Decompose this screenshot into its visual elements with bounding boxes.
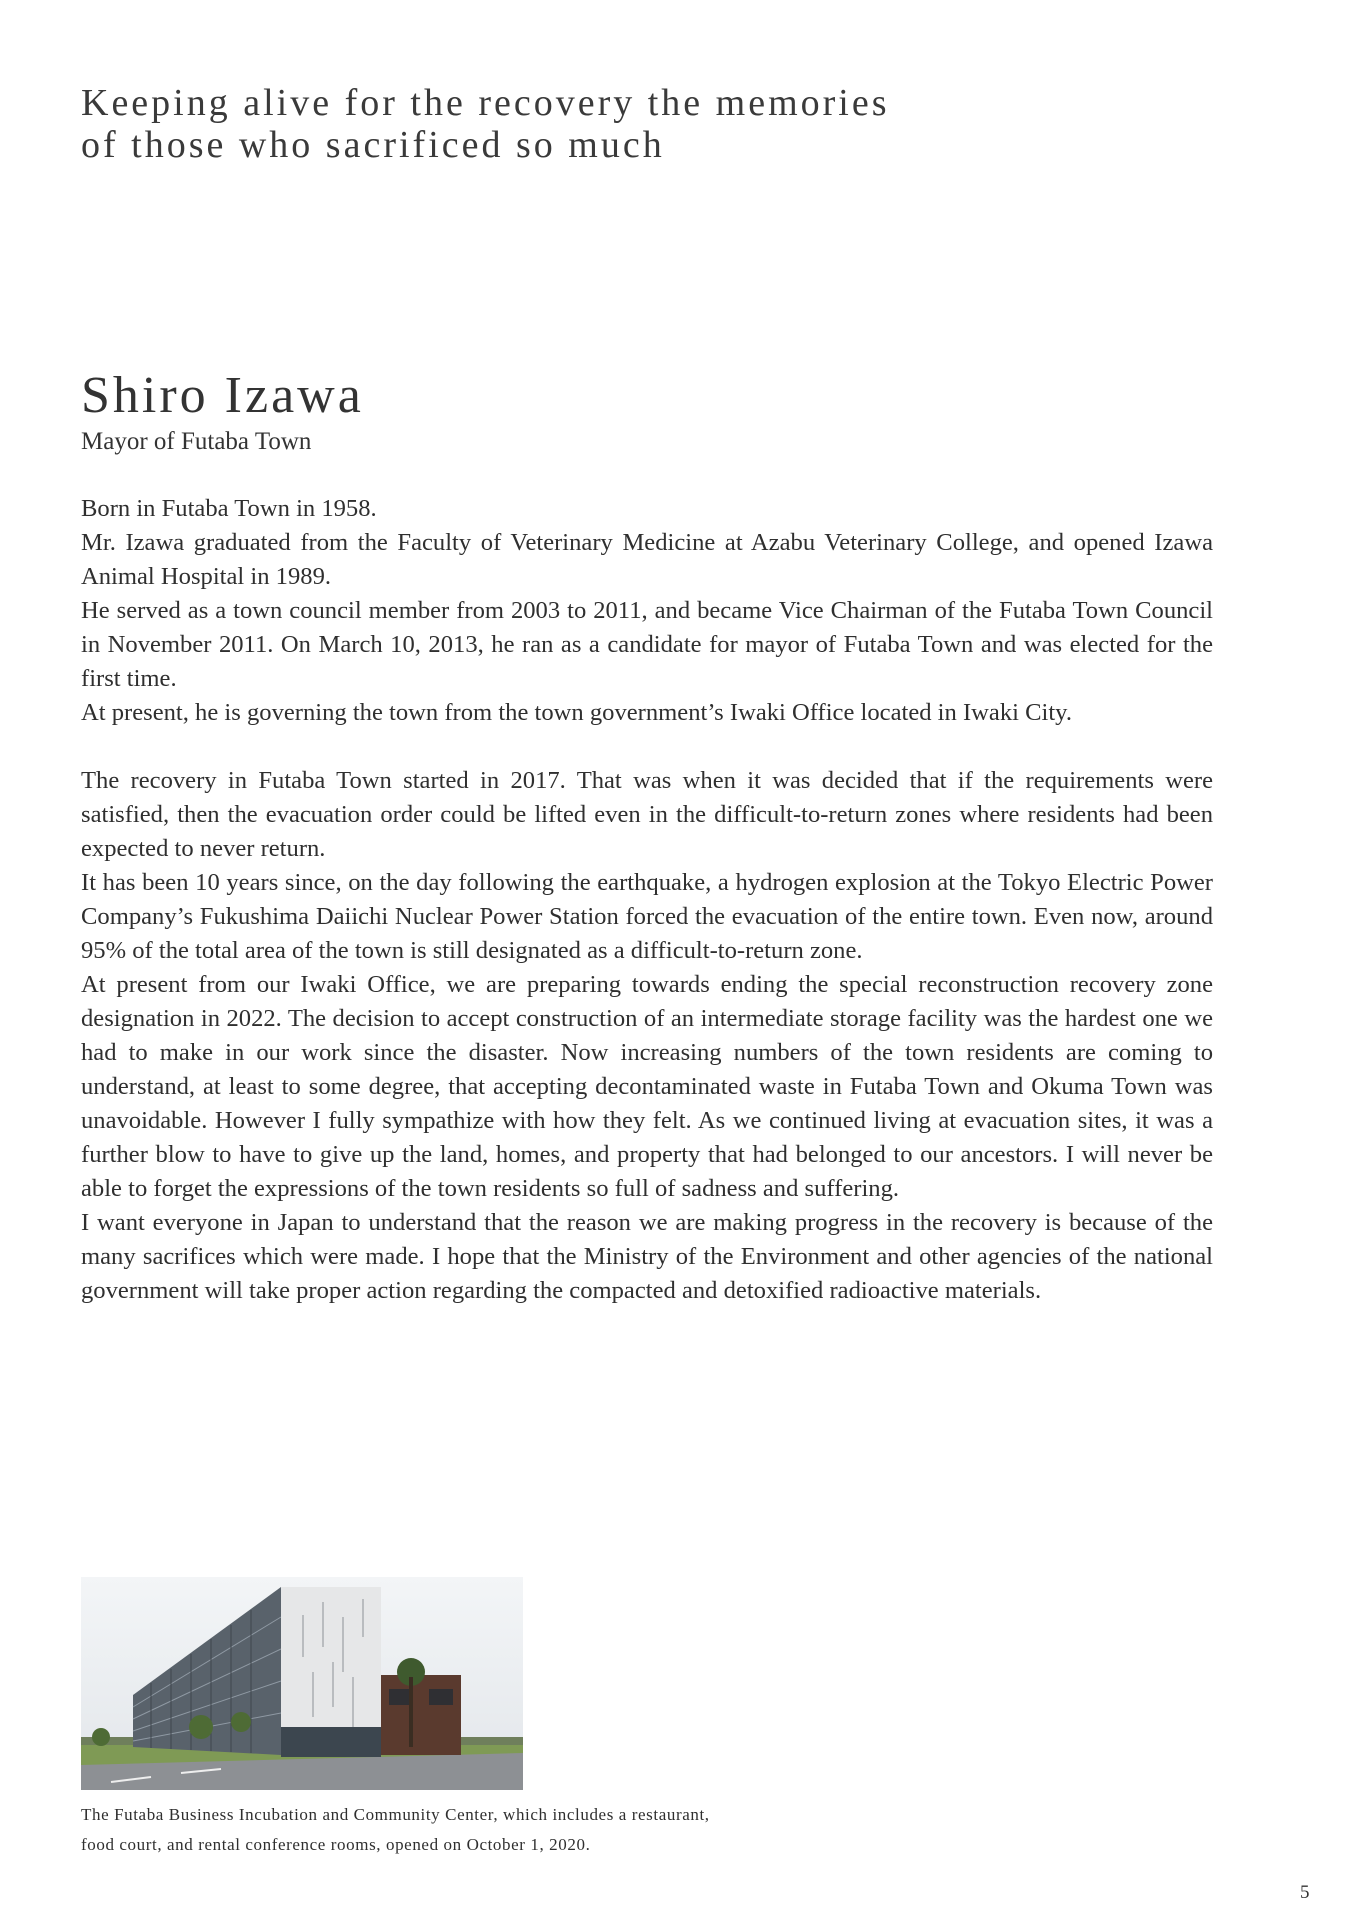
headline-line-2: of those who sacrificed so much (81, 124, 665, 166)
person-name: Shiro Izawa (81, 367, 364, 424)
bio-paragraph: At present, he is governing the town from the town government’s Iwaki Office located in Iwaki City. (81, 699, 1073, 726)
caption-line-1: The Futaba Business Incubation and Community Center, which includes a restaurant, (81, 1805, 710, 1824)
article-body (81, 492, 1213, 1308)
building-photo (81, 1577, 523, 1790)
body-paragraph: I want everyone in Japan to understand that the reason we are making progress in the recovery is because of the many sacrifices which were made. I hope that the Ministry of the Environment and other agencies of the national government will take proper action regarding the compacted and detoxified radioactive materials. (81, 1209, 1213, 1304)
caption-line-2: food court, and rental conference rooms, opened on October 1, 2020. (81, 1835, 591, 1854)
bio-paragraph: Born in Futaba Town in 1958. (81, 495, 377, 522)
bio-paragraph: He served as a town council member from 2003 to 2011, and became Vice Chairman of the Futaba Town Council in November 2011. On March 10, 2013, he ran as a candidate for mayor of Futaba Town and was elected for the first time. (81, 597, 1213, 692)
paragraph-gap (81, 730, 1213, 764)
headline-line-1: Keeping alive for the recovery the memories (81, 82, 890, 124)
bio-paragraph: Mr. Izawa graduated from the Faculty of Veterinary Medicine at Azabu Veterinary College, and opened Izawa Animal Hospital in 1989. (81, 529, 1213, 590)
body-paragraph: At present from our Iwaki Office, we are preparing towards ending the special reconstruction recovery zone designation in 2022. The decision to accept construction of an intermediate storage facility was the hardest one we had to make in our work since the disaster. Now increasing numbers of the town residents are coming to understand, at least to some degree, that accepting decontaminated waste in Futaba Town and Okuma Town was unavoidable. However I fully sympathize with how they felt. As we continued living at evacuation sites, it was a further blow to have to give up the land, homes, and property that had belonged to our ancestors. I will never be able to forget the expressions of the town residents so full of sadness and suffering. (81, 971, 1213, 1202)
body-paragraph: It has been 10 years since, on the day following the earthquake, a hydrogen explosion at the Tokyo Electric Power Company’s Fukushima Daiichi Nuclear Power Station forced the evacuation of the entire town. Even now, around 95% of the total area of the town is still designated as a difficult-to-return zone. (81, 869, 1213, 964)
page-headline (81, 82, 981, 166)
body-paragraph: The recovery in Futaba Town started in 2017. That was when it was decided that if the requirements were satisfied, then the evacuation order could be lifted even in the difficult-to-return zones where residents had been expected to never return. (81, 767, 1213, 862)
page-number: 5 (1300, 1882, 1310, 1903)
photo-caption (81, 1800, 881, 1860)
person-title: Mayor of Futaba Town (81, 428, 312, 455)
